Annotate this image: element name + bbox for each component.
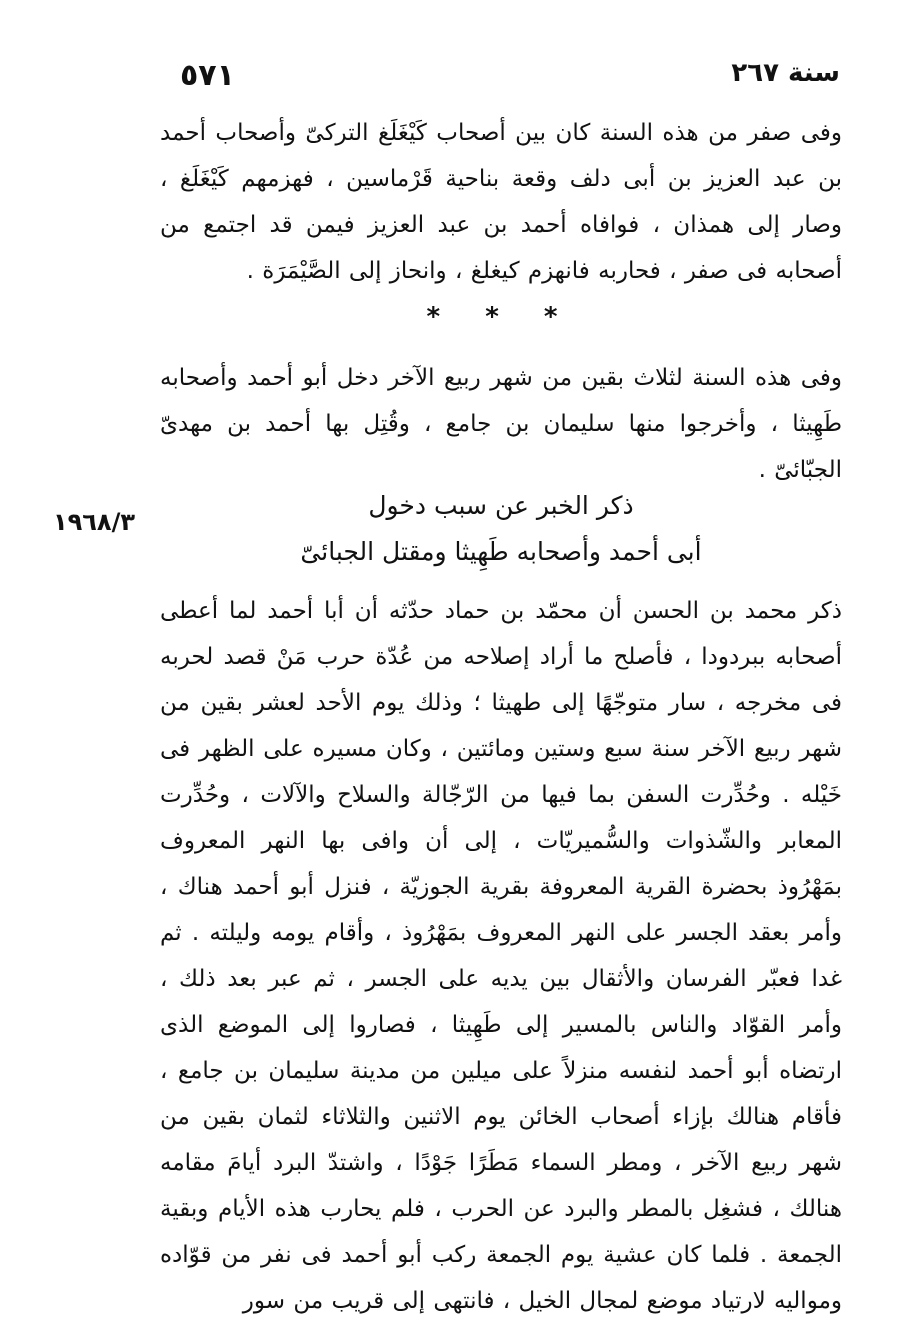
section-heading-line-1: ذكر الخبر عن سبب دخول <box>368 491 634 520</box>
paragraph-narrative <box>160 588 842 1324</box>
paragraph-tahitha-entry <box>160 355 842 493</box>
margin-reference: ١٩٦٨/٣ <box>52 508 135 536</box>
paragraph-text: وفى صفر من هذه السنة كان بين أصحاب كَيْغَلَغ التركىّ وأصحاب أحمد بن عبد العزيز بن أبى دلف وقعة بناحية قَرْماسين ، فهزمهم كَيْغَلَغ ، وصار إلى همذان ، فوافاه أحمد بن عبد العزيز فيمن قد اجتمع من أصحابه فى صفر ، فحاربه فانهزم كيغلغ ، وانحاز إلى الصَّيْمَرَة . <box>160 120 842 284</box>
section-heading-line-2: أبى أحمد وأصحابه طَهِيثا ومقتل الجبائىّ <box>300 537 702 566</box>
paragraph-text: وفى هذه السنة لثلاث بقين من شهر ربيع الآخر دخل أبو أحمد وأصحابه طَهِيثا ، وأخرجوا منها سليمان بن جامع ، وقُتِل بها أحمد بن مهدىّ الجبّائىّ . <box>160 365 842 483</box>
paragraph-kayghalagh-battle <box>160 110 842 294</box>
page-number: ٥٧١ <box>180 58 235 93</box>
running-header-year: سنة ٢٦٧ <box>731 58 840 88</box>
section-separator: * * * <box>426 302 576 332</box>
paragraph-text: ذكر محمد بن الحسن أن محمّد بن حماد حدّثه أن أبا أحمد لما أعطى أصحابه ببردودا ، فأصلح ما أراد إصلاحه من عُدّة حرب مَنْ قصد لحربه فى مخرجه ، سار متوجّهًا إلى طهيثا ؛ وذلك يوم الأحد لعشر بقين من شهر ربيع الآخر سنة سبع وستين ومائتين ، وكان مسيره على الظهر فى خَيْله . وحُدِّرت السفن بما فيها من الرّجّالة والسلاح والآلات ، وحُدِّرت المعابر والشّذوات والسُّميريّات ، إلى أن وافى بها النهر المعروف بمَهْرُوذ بحضرة القرية المعروفة بقرية الجوزيّة ، فنزل أبو أحمد هناك ، وأمر بعقد الجسر على النهر المعروف بمَهْرُوذ ، وأقام يومه وليلته . ثم غدا فعبّر الفرسان والأثقال بين يديه على الجسر ، ثم عبر بعد ذلك ، وأمر القوّاد والناس بالمسير إلى طَهِيثا ، فصاروا إلى الموضع الذى ارتضاه أبو أحمد لنفسه منزلاً على ميلين من مدينة سليمان بن جامع ، فأقام هنالك بإزاء أصحاب الخائن يوم الاثنين والثلاثاء لثمان بقين من شهر ربيع الآخر ، ومطر السماء مَطَرًا جَوْدًا ، واشتدّ البرد أيامَ مقامه هنالك ، فشغِل بالمطر والبرد عن الحرب ، فلم يحارب هذه الأيام وبقية الجمعة . فلما كان عشية يوم الجمعة ركب أبو أحمد فى نفر من قوّاده ومواليه لارتياد موضع لمجال الخيل ، فانتهى إلى قريب من سور <box>160 598 842 1314</box>
section-heading <box>160 483 842 575</box>
